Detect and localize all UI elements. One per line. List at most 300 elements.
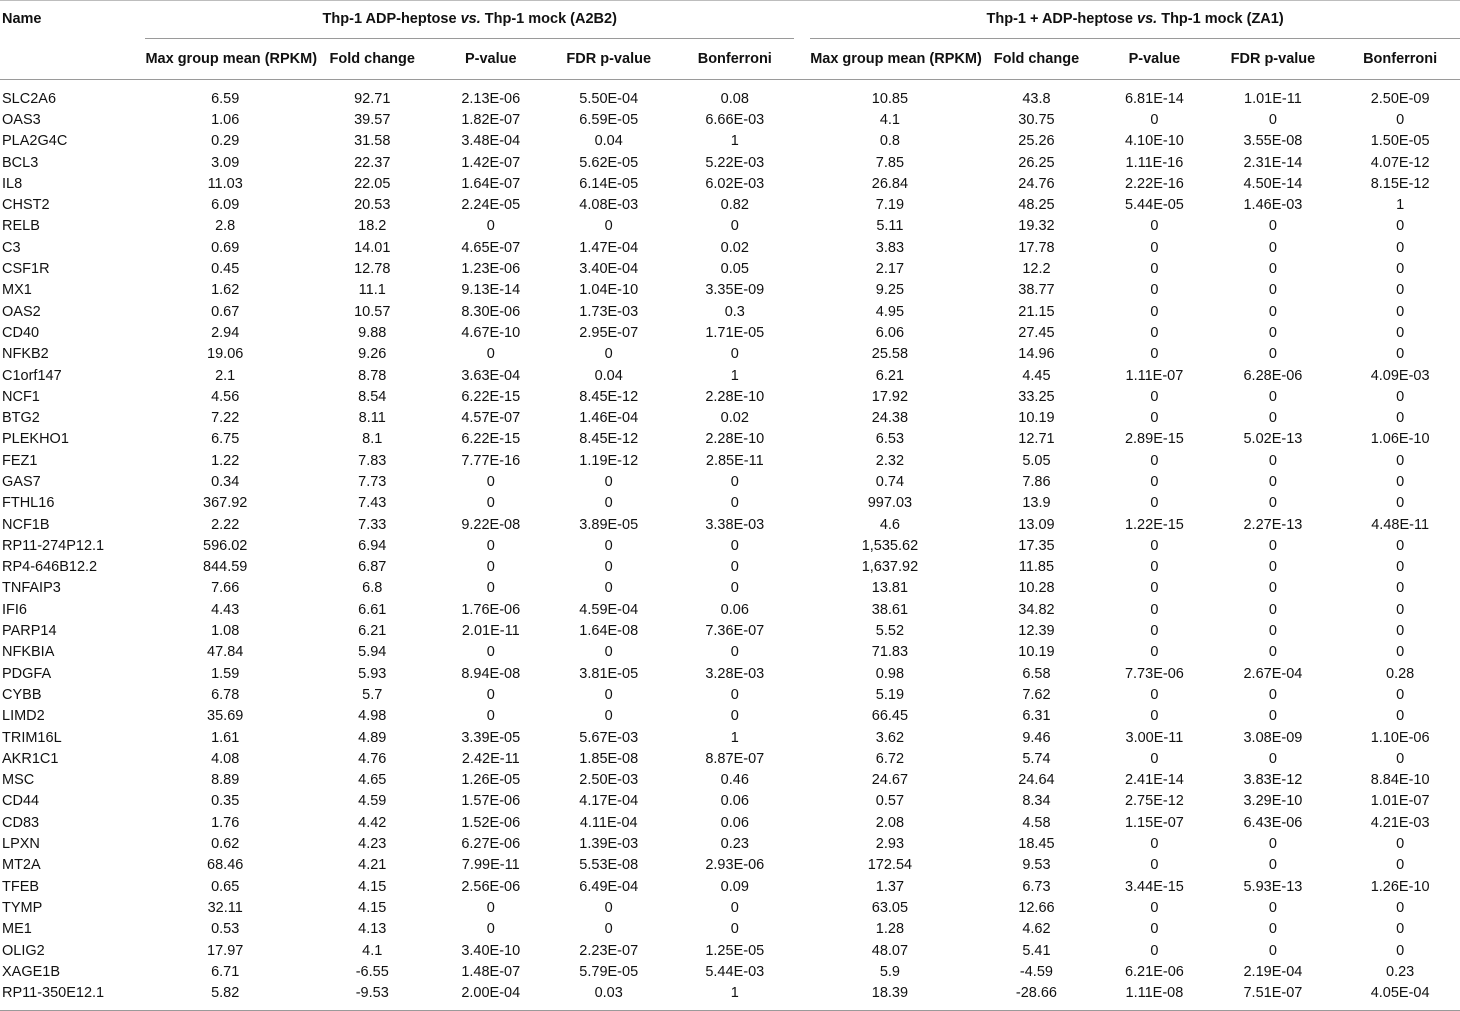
group1-title-pre: Thp-1 ADP-heptose [322,11,461,27]
table-row [0,557,1460,578]
g1-max-group-mean-cell: 0.53 [211,921,240,938]
table-row [0,322,1460,343]
g1-fdr-p-value-cell: 1.04E-10 [579,282,639,299]
g1-bonferroni-cell: 2.28E-10 [705,431,765,448]
g2-fold-change-cell: 13.09 [1018,516,1055,533]
g2-max-group-mean-cell: 2.17 [875,261,905,278]
table-row [0,578,1460,599]
g2-max-group-mean-cell: 5.9 [879,963,900,980]
g2-bonferroni-cell: 1 [1396,197,1405,214]
g2-fdr-p-value-cell: 0 [1268,239,1277,256]
g1-fdr-p-value-cell: 5.53E-08 [579,857,639,874]
g2-fdr-p-value-cell: 0 [1268,750,1277,767]
g1-fdr-p-value-cell: 5.62E-05 [579,154,639,171]
g1-p-value-cell: 0 [486,218,495,235]
g2-bonferroni-cell: 0 [1396,346,1405,363]
g1-fdr-p-value-cell: 1.19E-12 [579,452,639,469]
gene-name-cell: FTHL16 [2,495,55,512]
g1-fold-change-cell: 5.93 [358,665,387,682]
g1-bonferroni-cell: 3.28E-03 [705,665,765,682]
g2-bonferroni-cell: 0 [1396,559,1405,576]
g2-p-value-cell: 1.22E-15 [1124,516,1184,533]
g1-fold-change-cell: -6.55 [355,963,389,980]
g2-fdr-p-value-cell: 0 [1268,111,1277,128]
g2-bonferroni-cell: 0 [1396,218,1405,235]
g2-fold-change-cell: 12.71 [1018,431,1055,448]
table-row [0,493,1460,514]
g2-fdr-p-value-cell: 3.29E-10 [1243,793,1303,810]
g1-p-value-cell: 1.52E-06 [461,814,521,831]
g2-bonferroni-cell: 0.23 [1386,963,1415,980]
g2-fold-change-cell: 4.45 [1022,367,1051,384]
g2-fdr-p-value-cell: 0 [1268,452,1277,469]
gene-name-cell: MT2A [2,857,41,874]
g2-max-group-mean-cell: 13.81 [871,580,909,597]
g2-max-group-mean-cell: 18.39 [810,982,969,1010]
g2-bonferroni-cell: 0 [1396,686,1405,703]
g2-fdr-p-value-cell: 3.55E-08 [1243,133,1303,150]
g2-fold-change-cell: 6.73 [1022,878,1051,895]
g2-bonferroni-cell: 4.21E-03 [1370,814,1430,831]
g1-max-group-mean-cell: 596.02 [203,537,248,554]
g2-bonferroni-cell: 4.07E-12 [1370,154,1430,171]
g1-fold-change-cell: 7.33 [358,516,387,533]
row-gap-cell [794,770,810,791]
gene-name-cell: XAGE1B [2,963,61,980]
g2-fdr-p-value-cell: 0 [1268,686,1277,703]
row-gap-cell [794,599,810,620]
gene-name-cell: AKR1C1 [2,750,59,767]
g2-bonferroni-cell: 0 [1396,580,1405,597]
g1-fdr-p-value-cell: 3.89E-05 [579,516,639,533]
g2-p-value-cell: 0 [1150,580,1159,597]
g1-max-group-mean-cell: 7.66 [211,580,240,597]
g1-p-value-cell: 3.63E-04 [461,367,521,384]
g1-p-value-cell: 0 [486,644,495,661]
g1-max-group-mean-cell: 367.92 [203,495,248,512]
g1-p-value-cell: 6.27E-06 [461,836,521,853]
g1-fdr-p-value-cell: 5.79E-05 [579,963,639,980]
g2-max-group-mean-cell: 38.61 [871,601,909,618]
g2-p-value-cell: 2.75E-12 [1124,793,1184,810]
g2-bonferroni-header: Bonferroni [1340,39,1460,80]
gene-name-cell: TRIM16L [2,729,62,746]
table-row [0,535,1460,556]
g1-max-group-mean-cell: 6.71 [211,963,240,980]
g2-bonferroni-cell: 0 [1396,410,1405,427]
g2-p-value-cell: 0 [1150,686,1159,703]
g1-fdr-p-value-cell: 5.50E-04 [579,90,639,107]
g2-p-value-cell: 0 [1150,388,1159,405]
table-row [0,599,1460,620]
g2-bonferroni-cell: 0 [1396,452,1405,469]
g2-bonferroni-cell: 1.01E-07 [1370,793,1430,810]
g1-p-value-cell: 2.01E-11 [461,623,520,640]
row-gap-cell [794,80,810,110]
g2-fdr-p-value-cell: 0 [1268,410,1277,427]
table-row [0,80,1460,110]
g2-max-group-mean-cell: 7.85 [875,154,905,171]
g2-max-group-mean-cell: 0.8 [879,133,900,150]
group-gap [794,0,810,39]
gene-name-cell: IFI6 [2,601,27,618]
g1-bonferroni-cell: 0 [730,644,739,661]
g2-fdr-p-value-cell: 0 [1268,495,1277,512]
g1-p-value-cell: 0 [486,580,495,597]
g2-fold-change-cell: 9.53 [1022,857,1051,874]
g1-max-group-mean-cell: 1.22 [211,452,240,469]
g1-max-group-mean-cell: 844.59 [203,559,248,576]
g1-fold-change-cell: 4.15 [358,878,387,895]
g2-fold-change-cell: 18.45 [1018,836,1055,853]
gene-name-cell: SLC2A6 [2,90,57,107]
g1-max-group-mean-cell: 6.59 [211,90,240,107]
row-gap-cell [794,855,810,876]
g2-bonferroni-cell: 4.09E-03 [1370,367,1430,384]
gene-name-cell: MX1 [2,282,32,299]
row-gap-cell [794,301,810,322]
g1-fdr-p-value-cell: 0 [604,921,613,938]
g1-fold-change-cell: 39.57 [354,111,391,128]
g1-fold-change-cell: 4.15 [358,899,387,916]
g1-bonferroni-cell: 1 [730,367,739,384]
g1-fold-change-cell: 7.83 [358,452,387,469]
g1-fdr-p-value-cell: 0 [604,218,613,235]
table-row [0,961,1460,982]
g2-fold-change-cell: 11.85 [1018,559,1055,576]
g2-fold-change-cell: 17.78 [1018,239,1055,256]
table-row [0,833,1460,854]
g2-fold-change-cell: 14.96 [1018,346,1055,363]
g2-bonferroni-cell: 0 [1396,537,1405,554]
g1-bonferroni-cell: 1 [730,133,739,150]
table-row [0,748,1460,769]
group-header-row [0,0,1460,39]
gene-name-cell: MSC [2,772,35,789]
g2-p-value-cell: 0 [1150,644,1159,661]
g2-fdr-p-value-cell: 3.08E-09 [1243,729,1303,746]
g2-max-group-mean-cell: 63.05 [871,899,909,916]
g1-p-value-cell: 8.94E-08 [461,665,521,682]
g1-fold-change-cell: 6.21 [358,623,387,640]
g2-fdr-p-value-cell: 1.46E-03 [1243,197,1303,214]
g2-fdr-p-value-cell: 0 [1268,836,1277,853]
table-row [0,429,1460,450]
g2-bonferroni-cell: 1.10E-06 [1370,729,1430,746]
gene-name-cell: TYMP [2,899,43,916]
table-row [0,663,1460,684]
g2-fold-change-cell: 12.2 [1022,261,1051,278]
g1-fold-change-cell: 6.87 [358,559,387,576]
g1-fold-change-cell: 6.94 [358,537,387,554]
g2-bonferroni-cell: 0 [1396,282,1405,299]
g1-p-value-cell: 2.00E-04 [440,982,542,1010]
g1-bonferroni-cell: 2.85E-11 [705,452,764,469]
g1-max-group-mean-cell: 0.45 [211,261,240,278]
g1-max-group-mean-cell: 4.43 [211,601,240,618]
row-gap-cell [794,109,810,130]
g1-fdr-p-value-cell: 0 [604,559,613,576]
row-gap-cell [794,642,810,663]
row-gap-cell [794,748,810,769]
row-gap-cell [794,684,810,705]
g2-fold-change-cell: 8.34 [1022,793,1051,810]
table-row [0,471,1460,492]
g1-fdr-p-value-cell: 1.85E-08 [579,750,639,767]
g1-p-value-cell: 4.57E-07 [461,410,521,427]
g2-p-value-cell: 0 [1150,410,1159,427]
g1-p-value-cell: 2.13E-06 [461,90,521,107]
g1-max-group-mean-cell: 0.35 [211,793,240,810]
g1-p-value-cell: 9.22E-08 [461,516,521,533]
g2-max-group-mean-cell: 48.07 [871,942,909,959]
g2-fdr-p-value-cell: 2.27E-13 [1243,516,1303,533]
gene-name-cell: RP4-646B12.2 [2,559,98,576]
g1-max-group-mean-cell: 0.69 [211,239,240,256]
g1-fdr-p-value-cell: 6.14E-05 [579,175,639,192]
row-gap-cell [794,429,810,450]
row-gap-cell [794,812,810,833]
g1-bonferroni-cell: 0.82 [720,197,749,214]
g1-fdr-p-value-cell: 2.95E-07 [579,324,639,341]
table-row [0,620,1460,641]
g2-bonferroni-cell: 0 [1396,239,1405,256]
table-row [0,301,1460,322]
g2-bonferroni-cell: 4.48E-11 [1371,516,1430,533]
g1-p-value-cell: 2.24E-05 [461,197,521,214]
g2-fold-change-cell: 34.82 [1018,601,1055,618]
g2-fold-change-cell: 6.58 [1022,665,1051,682]
g1-fold-change-cell: -9.53 [305,982,440,1010]
g2-bonferroni-cell: 0 [1396,601,1405,618]
g2-max-group-mean-cell: 6.53 [875,431,905,448]
g2-fold-change-cell: 13.9 [1022,495,1051,512]
g2-fdr-p-value-cell: 0 [1268,473,1277,490]
g2-p-value-cell: 1.11E-07 [1125,367,1184,384]
g2-bonferroni-cell: 0 [1396,750,1405,767]
g1-bonferroni-cell: 0.09 [720,878,749,895]
g1-p-value-cell: 0 [486,537,495,554]
g2-bonferroni-cell: 0 [1396,303,1405,320]
gene-name-cell: FEZ1 [2,452,38,469]
g1-fold-change-cell: 5.7 [362,686,383,703]
g2-p-value-cell: 0 [1150,921,1159,938]
gene-name-cell: ME1 [2,921,32,938]
g1-fold-change-cell: 8.1 [362,431,383,448]
g1-fold-change-cell: 8.11 [358,410,386,427]
g2-fdr-p-value-cell: 0 [1268,388,1277,405]
table-row [0,386,1460,407]
g2-max-group-mean-cell: 5.19 [875,686,905,703]
g1-fold-change-cell: 4.76 [358,750,387,767]
g2-p-value-cell: 6.81E-14 [1124,90,1184,107]
row-gap-cell [794,514,810,535]
g1-fdr-p-value-cell: 1.73E-03 [579,303,639,320]
g2-max-group-mean-cell: 172.54 [867,857,913,874]
table-row [0,109,1460,130]
g1-fdr-p-value-cell: 3.81E-05 [579,665,639,682]
g1-fold-change-cell: 6.8 [362,580,383,597]
g2-max-group-mean-cell: 17.92 [871,388,909,405]
g1-max-group-mean-cell: 6.09 [211,197,240,214]
g1-p-value-cell: 4.67E-10 [461,324,521,341]
gene-name-cell: NFKBIA [2,644,55,661]
gene-name-cell: TNFAIP3 [2,580,61,597]
g1-fold-change-cell: 6.61 [358,601,387,618]
g2-max-group-mean-cell: 1.37 [875,878,905,895]
g2-bonferroni-cell: 8.84E-10 [1370,772,1430,789]
g2-max-group-mean-cell: 1,535.62 [861,537,919,554]
g2-bonferroni-cell: 1.26E-10 [1370,878,1430,895]
g2-p-value-cell: 0 [1150,495,1159,512]
g1-fold-change-cell: 31.58 [354,133,391,150]
g2-fdr-p-value-cell: 3.83E-12 [1243,772,1303,789]
row-gap-cell [794,471,810,492]
row-gap-cell [794,365,810,386]
g2-fold-change-cell: 12.66 [1018,899,1055,916]
g1-fdr-p-value-cell: 2.50E-03 [579,772,639,789]
g1-p-value-cell: 0 [486,495,495,512]
gene-name-cell: BCL3 [2,154,39,171]
g1-fdr-p-value-header: FDR p-value [542,39,676,80]
g1-fold-change-cell: 20.53 [354,197,391,214]
g1-fold-change-cell: 4.89 [358,729,387,746]
g2-bonferroni-cell: 1.06E-10 [1370,431,1430,448]
g1-fdr-p-value-cell: 0.03 [542,982,676,1010]
g1-max-group-mean-cell: 47.84 [207,644,244,661]
g2-max-group-mean-cell: 5.11 [876,218,904,235]
row-gap-cell [794,833,810,854]
g2-fold-change-cell: -4.59 [1019,963,1053,980]
table-row [0,982,1460,1010]
g1-max-group-mean-cell: 2.22 [211,516,240,533]
g2-p-value-cell: 1.15E-07 [1124,814,1184,831]
g1-fdr-p-value-cell: 0.04 [594,133,623,150]
g1-bonferroni-cell: 0 [730,537,739,554]
g1-max-group-mean-cell: 1.59 [211,665,240,682]
g2-p-value-cell: 0 [1150,942,1159,959]
g1-bonferroni-cell: 0 [730,218,739,235]
g2-p-value-cell: 0 [1150,559,1159,576]
g1-bonferroni-cell: 0.02 [720,410,749,427]
g1-bonferroni-header: Bonferroni [676,39,795,80]
g1-bonferroni-cell: 8.87E-07 [705,750,765,767]
row-gap-cell [794,216,810,237]
g1-max-group-mean-cell: 19.06 [207,346,244,363]
g2-fdr-p-value-cell: 1.01E-11 [1244,90,1302,107]
row-gap-cell [794,982,810,1010]
row-gap-cell [794,919,810,940]
g2-bonferroni-cell: 1.50E-05 [1370,133,1430,150]
group2-title-post: Thp-1 mock (ZA1) [1157,11,1284,27]
g2-fdr-p-value-header: FDR p-value [1206,39,1341,80]
row-gap-cell [794,407,810,428]
g2-fold-change-cell: 27.45 [1018,324,1055,341]
g1-max-group-mean-cell: 1.61 [211,729,240,746]
g2-bonferroni-cell: 0 [1396,388,1405,405]
row-gap-cell [794,131,810,152]
row-gap-cell [794,535,810,556]
row-gap-cell [794,173,810,194]
row-gap-cell [794,280,810,301]
g2-max-group-mean-cell: 66.45 [871,708,909,725]
g1-bonferroni-cell: 1.25E-05 [705,942,765,959]
g1-bonferroni-cell: 0.23 [720,836,749,853]
g2-fold-change-cell: 4.62 [1022,921,1051,938]
row-gap-cell [794,450,810,471]
table-row [0,855,1460,876]
table-row [0,365,1460,386]
g1-p-value-cell: 0 [486,921,495,938]
g1-bonferroni-cell: 0.06 [720,814,749,831]
g1-max-group-mean-cell: 2.1 [215,367,236,384]
g2-bonferroni-cell: 0 [1396,473,1405,490]
g2-fold-change-cell: 10.19 [1018,644,1055,661]
g2-fdr-p-value-cell: 0 [1268,282,1277,299]
g1-bonferroni-cell: 0.05 [720,261,749,278]
table-row [0,876,1460,897]
g2-bonferroni-cell: 8.15E-12 [1370,175,1430,192]
g1-fold-change-cell: 4.1 [362,942,383,959]
g2-p-value-cell: 0 [1150,282,1159,299]
g2-p-value-cell: 5.44E-05 [1124,197,1184,214]
g1-bonferroni-cell: 0 [730,708,739,725]
sub-header-gap [794,39,810,80]
g2-fdr-p-value-cell: 2.31E-14 [1243,154,1303,171]
g2-fold-change-cell: 30.75 [1018,111,1055,128]
g1-bonferroni-cell: 0 [730,473,739,490]
g1-p-value-cell: 1.57E-06 [461,793,521,810]
g2-fdr-p-value-cell: 0 [1268,346,1277,363]
gene-name-cell: BTG2 [2,410,40,427]
g2-fdr-p-value-cell: 0 [1268,921,1277,938]
g2-fdr-p-value-cell: 7.51E-07 [1206,982,1341,1010]
g2-p-value-cell: 0 [1150,750,1159,767]
g1-fold-change-cell: 5.94 [358,644,387,661]
g2-p-value-cell: 0 [1150,857,1159,874]
g1-fold-change-cell: 12.78 [354,261,391,278]
g1-fold-change-cell: 4.65 [358,772,387,789]
g1-p-value-cell: 0 [486,346,495,363]
table-row [0,940,1460,961]
g2-bonferroni-cell: 0 [1396,261,1405,278]
g1-bonferroni-cell: 0 [730,346,739,363]
g1-fold-change-cell: 4.13 [358,921,387,938]
g1-fold-change-cell: 18.2 [358,218,387,235]
g1-p-value-cell: 1.42E-07 [461,154,521,171]
g1-p-value-cell: 1.26E-05 [461,772,521,789]
g1-bonferroni-cell: 1 [730,729,739,746]
g1-fdr-p-value-cell: 2.23E-07 [579,942,639,959]
g1-p-value-cell: 1.76E-06 [461,601,521,618]
row-gap-cell [794,791,810,812]
g2-fold-change-cell: 43.8 [1022,90,1051,107]
g1-bonferroni-cell: 0.06 [720,793,749,810]
g1-max-group-mean-cell: 17.97 [207,942,244,959]
g1-fdr-p-value-cell: 8.45E-12 [579,388,639,405]
g2-bonferroni-cell: 0 [1396,644,1405,661]
g1-p-value-cell: 1.64E-07 [461,175,521,192]
gene-name-cell: TFEB [2,878,40,895]
g1-p-value-cell: 3.40E-10 [461,942,521,959]
g1-p-value-cell: 0 [486,686,495,703]
g2-p-value-cell: 0 [1150,708,1159,725]
g1-fdr-p-value-cell: 3.40E-04 [579,261,639,278]
g2-p-value-cell: 0 [1150,623,1159,640]
g2-bonferroni-cell: 0 [1396,857,1405,874]
g2-fold-change-cell: 24.64 [1018,772,1055,789]
g1-fdr-p-value-cell: 0 [604,473,613,490]
